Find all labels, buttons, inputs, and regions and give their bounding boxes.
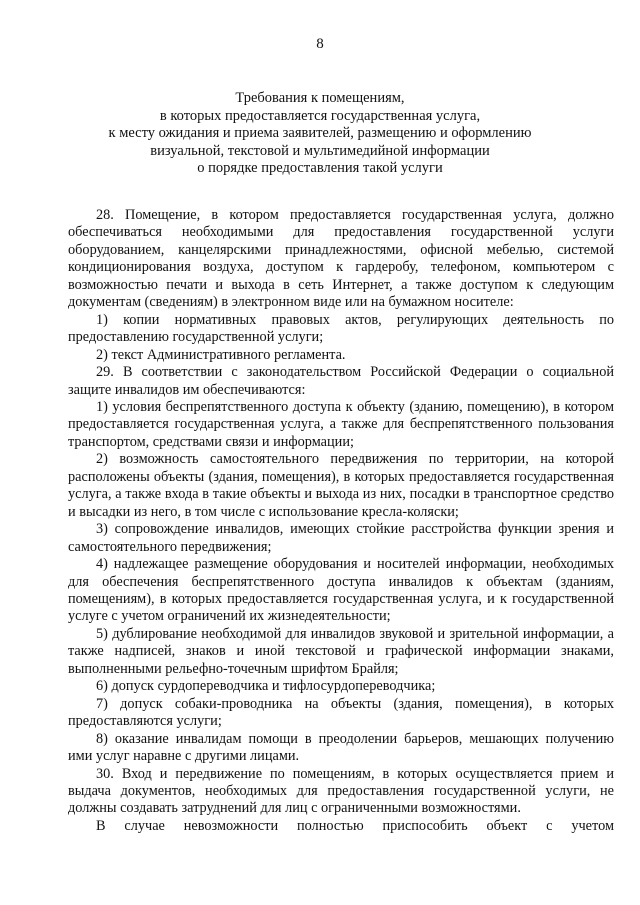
list-item-2: 2) текст Административного регламента. xyxy=(96,346,346,363)
paragraph-28: 28. Помещение, в котором предоставляется государственная услуга, должно обеспечиваться необходимыми для предоставления государственной услуги оборудованием, канцелярскими принадлежностями, офисной мебелью, системой кондиционирования воздуха, доступом к гардеробу, телефоном, компьютером с возможностью печати и выхода в сеть Интернет, а также доступом к следующим документам (сведениям) в электронном виде или на бумажном носителе: xyxy=(68,207,614,311)
document-body xyxy=(68,207,614,835)
paragraph-30: 30. Вход и передвижение по помещениям, в которых осуществляется прием и выдача документов, необходимых для предоставления государственной услуги, не должны создавать затруднений для лиц с ограниченными возможностями. xyxy=(68,765,614,817)
section-title xyxy=(40,90,600,178)
list-item-6: 6) допуск сурдопереводчика и тифлосурдопереводчика; xyxy=(96,678,436,695)
page-number: 8 xyxy=(316,36,324,52)
section-title-line: Требования к помещениям, xyxy=(235,90,405,106)
list-item-2: 2) возможность самостоятельного передвижения по территории, на которой расположены объекты (здания, помещения), в которых предоставляется государственная услуга, а также входа в такие объекты и выхода из них, посадки в транспортное средство и высадки из него, в том числе с использование кресла-коляски; xyxy=(68,451,614,520)
section-title-line: к месту ожидания и приема заявителей, размещению и оформлению xyxy=(108,125,532,142)
list-item-4: 4) надлежащее размещение оборудования и носителей информации, необходимых для обеспечения беспрепятственного доступа инвалидов к объектам (зданиям, помещениям), в которых предоставляется государственная услуга, и к государственной услуге с учетом ограничений их жизнедеятельности; xyxy=(68,556,614,625)
list-item-7: 7) допуск собаки-проводника на объекты (здания, помещения), в которых предоставляются услуги; xyxy=(68,695,614,730)
list-item-1: 1) условия беспрепятственного доступа к объекту (зданию, помещению), в котором предоставляется государственная услуга, а также для беспрепятственного пользования транспортом, средствами связи и информации; xyxy=(68,398,614,450)
section-title-line: визуальной, текстовой и мультимедийной информации xyxy=(150,142,490,159)
list-item-5: 5) дублирование необходимой для инвалидов звуковой и зрительной информации, а также надписей, знаков и иной текстовой и графической информации знаками, выполненными рельефно-точечным шрифтом Брайля; xyxy=(68,625,614,677)
list-item-1: 1) копии нормативных правовых актов, регулирующих деятельность по предоставлению государственной услуги; xyxy=(68,311,614,346)
list-item-3: 3) сопровождение инвалидов, имеющих стойкие расстройства функции зрения и самостоятельного передвижения; xyxy=(68,521,614,555)
paragraph-29: 29. В соответствии с законодательством Российской Федерации о социальной защите инвалидов им обеспечиваются: xyxy=(68,364,614,398)
section-title-line: о порядке предоставления такой услуги xyxy=(197,160,443,177)
list-item-8: 8) оказание инвалидам помощи в преодолении барьеров, мешающих получению ими услуг наравне с другими лицами. xyxy=(68,730,614,765)
section-title-line: в которых предоставляется государственная услуга, xyxy=(159,107,481,124)
paragraph-continued: В случае невозможности полностью приспособить объект с учетом xyxy=(96,817,614,834)
